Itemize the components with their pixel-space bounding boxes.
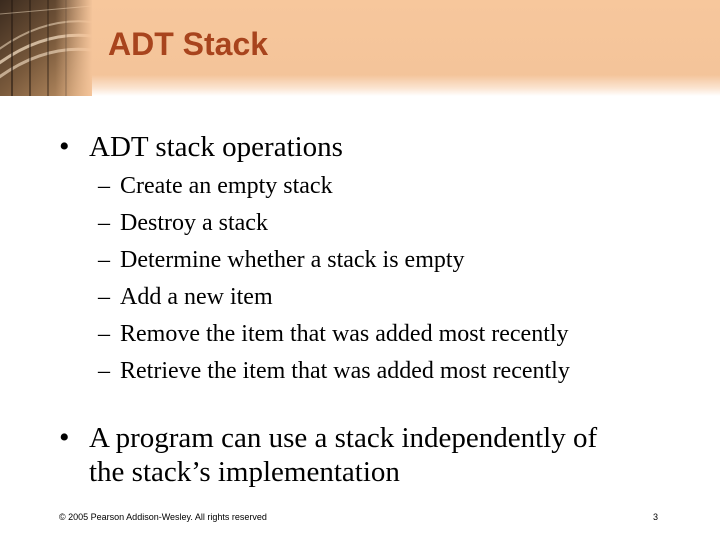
sub-bullet-text: Determine whether a stack is empty	[120, 247, 465, 273]
page-number: 3	[652, 512, 658, 522]
bullet-text-continued: the stack’s implementation	[89, 456, 400, 488]
sub-bullet-text: Retrieve the item that was added most recently	[120, 358, 570, 384]
sub-bullet-text: Remove the item that was added most recently	[120, 321, 569, 347]
sub-bullet-text: Create an empty stack	[120, 173, 333, 199]
sub-bullet-marker: –	[98, 247, 110, 273]
footer-copyright: © 2005 Pearson Addison-Wesley. All rights reserved	[59, 512, 267, 522]
sub-bullet-text: Destroy a stack	[120, 210, 268, 236]
sub-bullet-marker: –	[98, 321, 110, 347]
sub-bullet-marker: –	[98, 173, 110, 199]
bullet-marker: •	[59, 421, 70, 454]
sub-bullet-text: Add a new item	[120, 284, 273, 310]
sub-bullet-marker: –	[98, 284, 110, 310]
sub-bullet-marker: –	[98, 210, 110, 236]
bullet-text: ADT stack operations	[89, 131, 343, 163]
sub-bullet-marker: –	[98, 358, 110, 384]
slide-title: ADT Stack	[108, 26, 269, 62]
bullet-marker: •	[59, 130, 70, 163]
bullet-text: A program can use a stack independently of	[89, 422, 598, 454]
